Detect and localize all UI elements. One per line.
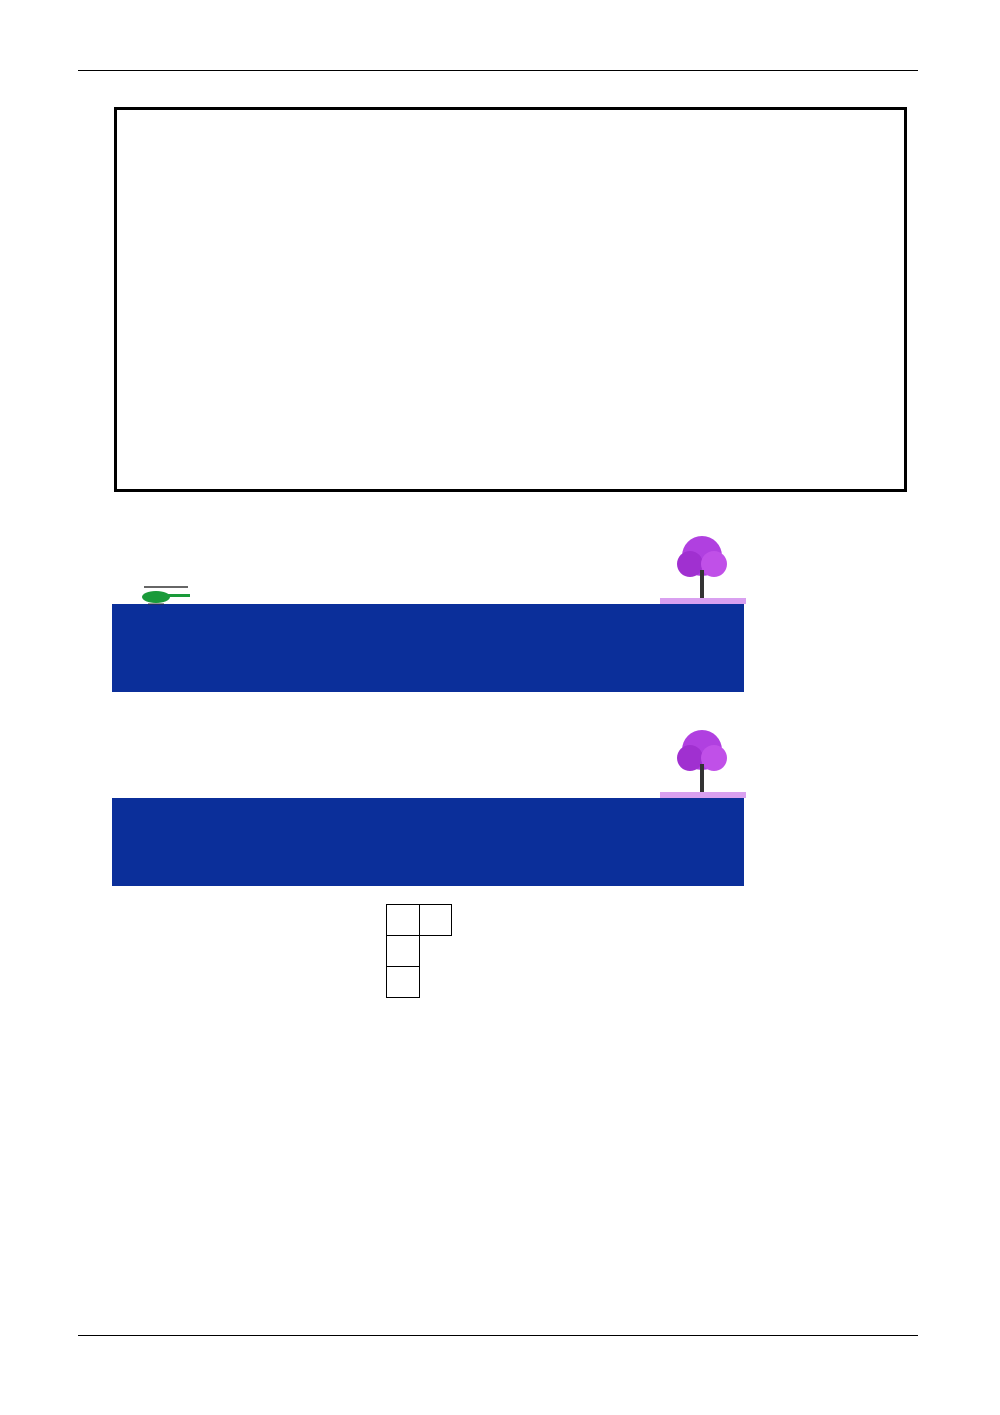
helicopter-icon [134, 584, 194, 606]
foundation-illustration [112, 720, 744, 888]
ground-area-2 [112, 798, 744, 886]
schedule-title [419, 905, 452, 936]
construction-illustration [112, 508, 744, 692]
schedule-blank [387, 936, 420, 967]
header-rule [78, 70, 918, 71]
schedule-row-label [387, 967, 420, 998]
tree-icon [660, 532, 746, 608]
tree-icon-2 [660, 726, 746, 802]
comparison-table-border [114, 107, 907, 492]
ground-area [112, 604, 744, 692]
footer-rule [78, 1335, 918, 1336]
schedule-corner [387, 905, 420, 936]
schedule-table [386, 904, 452, 998]
